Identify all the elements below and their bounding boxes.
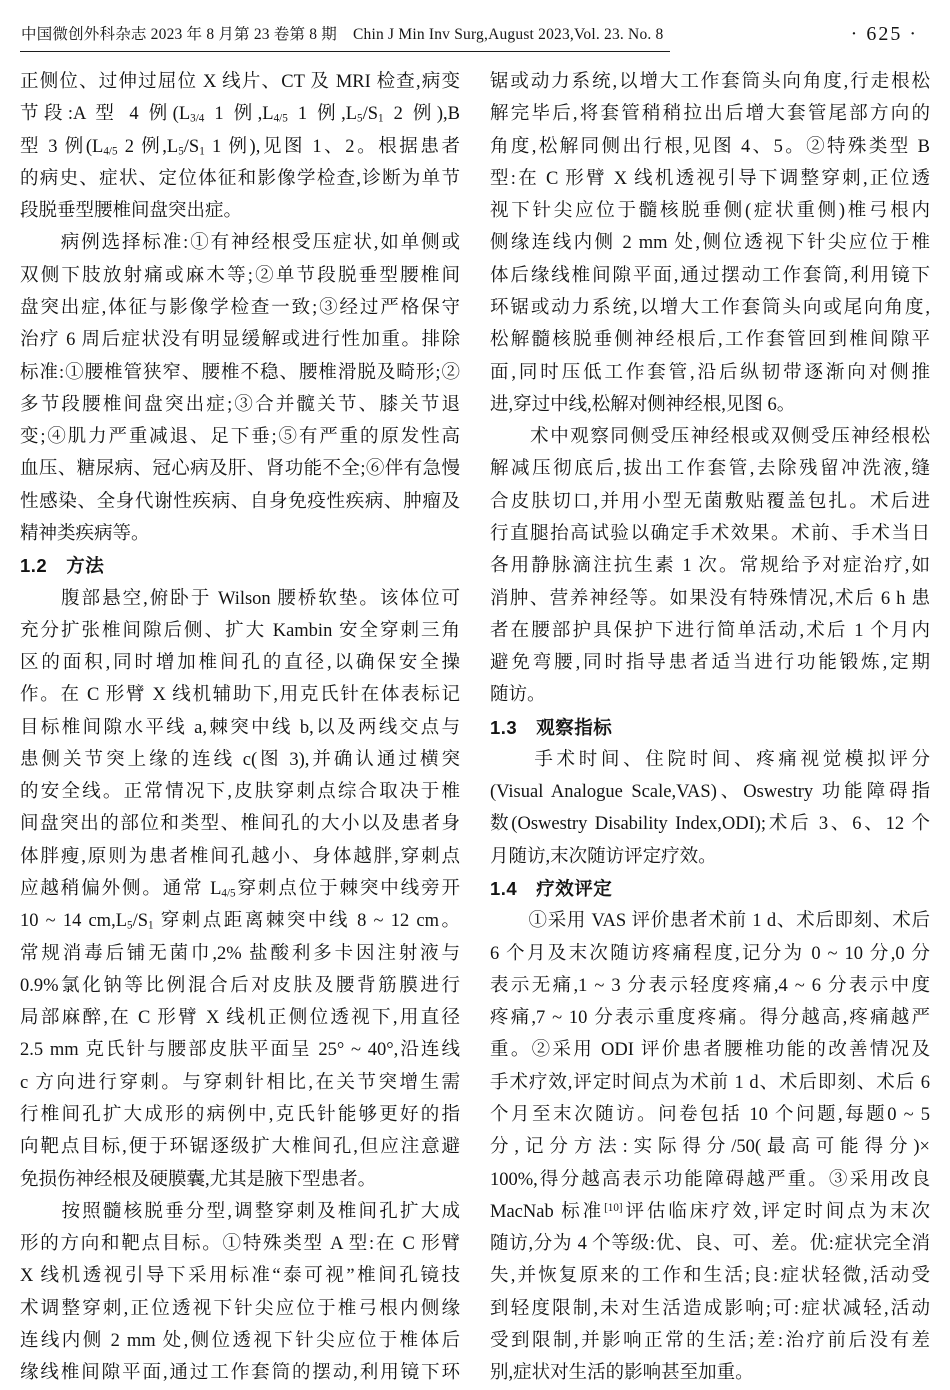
text-line: 分,记分方法:实际得分/50(最高可能得分)× [490,1137,930,1158]
text-line: 别,症状对生活的影响甚至加重。 [490,1363,754,1384]
text-line: 缘线椎间隙平面,通过工作套筒的摆动,利用镜下环 [20,1363,460,1384]
text-line: 治疗 6 周后症状没有明显缓解或进行性加重。排除 [20,330,460,351]
text-line: 失,并恢复原来的工作和生活;良:症状轻微,活动受 [490,1266,930,1287]
section-heading: 1.2 方法 [20,555,105,577]
text-line: 到轻度限制,未对生活造成影响;可:症状减轻,活动 [490,1298,930,1319]
text-line: 免损伤神经根及硬膜囊,尤其是腋下型患者。 [20,1169,377,1190]
text-line: 应越稍偏外侧。通常 $L_{4/5}$穿刺点位于棘突中线旁开 [20,879,460,900]
text-line: 正侧位、过伸过屈位 X 线片、CT 及 MRI 检查,病变 [20,72,460,92]
text-line: 目标椎间隙水平线 a,棘突中线 b,以及两线交点与 [20,717,460,738]
page-number: · 625 · [850,23,918,45]
text-line: 充分扩张椎间隙后侧、扩大 Kambin 安全穿刺三角 [20,620,460,641]
text-line: 受到限制,并影响正常的生活;差:治疗前后没有差 [490,1330,930,1351]
text-line: 解减压彻底后,拔出工作套管,去除残留冲洗液,缝 [490,459,930,480]
text-line: 数(Oswestry Disability Index,ODI);术后 3、6、12 个 [490,814,930,835]
section-heading: 1.4 疗效评定 [490,878,613,900]
text-line: 按照髓核脱垂分型,调整穿刺及椎间孔扩大成 [20,1201,460,1222]
text-line: 疼痛,7 ~ 10 分表示重度疼痛。得分越高,疼痛越严 [490,1008,930,1029]
text-line: 随访,分为 4 个等级:优、良、可、差。优:症状完全消 [490,1234,930,1255]
text-line: 侧缘连线内侧 2 mm 处,侧位透视下针尖应位于椎 [490,233,930,254]
text-line: 体胖瘦,原则为患者椎间孔越小、身体越胖,穿刺点 [20,846,460,867]
text-line: 间盘突出的部位和类型、椎间孔的大小以及患者身 [20,814,460,835]
text-line: 随访。 [490,685,546,706]
text-line: 型:在 C 形臂 X 线机透视引导下调整穿刺,正位透 [490,168,930,189]
text-line: 连线内侧 2 mm 处,侧位透视下针尖应位于椎体后 [20,1330,460,1351]
text-line: 段脱垂型腰椎间盘突出症。 [20,201,243,222]
text-line: 的病史、症状、定位体征和影像学检查,诊断为单节 [20,168,460,189]
text-line: 消肿、营养神经等。如果没有特殊情况,术后 6 h 患 [490,588,930,609]
text-line: 腹部悬空,俯卧于 Wilson 腰桥软垫。该体位可 [20,588,460,609]
text-line: 手术疗效,评定时间点为术前 1 d、术后即刻、术后 6 [490,1072,930,1093]
text-line: 变;④肌力严重减退、足下垂;⑤有严重的原发性高 [20,427,460,448]
text-line: 解完毕后,将套管稍稍拉出后增大套管尾部方向的 [490,104,930,125]
journal-citation [20,22,670,52]
text-line: 合皮肤切口,并用小型无菌敷贴覆盖包扎。术后进 [490,491,930,512]
text-line: 月随访,末次随访评定疗效。 [490,846,717,867]
text-line: 环锯或动力系统,以增大工作套筒头向或尾向角度, [490,297,930,318]
text-line: 形的方向和靶点目标。①特殊类型 A 型:在 C 形臂 [20,1234,460,1255]
text-line: 精神类疾病等。 [20,523,150,544]
text-line: 血压、糖尿病、冠心病及肝、肾功能不全;⑥伴有急慢 [20,459,460,480]
text-line: 区的面积,同时增加椎间孔的直径,以确保安全操 [20,653,460,674]
text-line: 行椎间孔扩大成形的病例中,克氏针能够更好的指 [20,1105,460,1125]
text-line: 进,穿过中线,松解对侧神经根,见图 6。 [490,394,796,415]
text-line: 的安全线。正常情况下,皮肤穿刺点综合取决于椎 [20,782,460,803]
text-line: 手术时间、住院时间、疼痛视觉模拟评分 [490,749,930,770]
text-line: 患侧关节突上缘的连线 c(图 3),并确认通过横突 [20,749,460,770]
text-line: 0.9%氯化钠等比例混合后对皮肤及腰背筋膜进行 [20,975,460,996]
text-line: 面,同时压低工作套管,沿后纵韧带逐渐向对侧推 [490,362,930,383]
text-line: 锯或动力系统,以增大工作套筒头向角度,行走根松 [490,72,930,92]
text-line: 重。②采用 ODI 评价患者腰椎功能的改善情况及 [490,1040,930,1061]
right-column [490,66,930,1390]
text-line: 节段:A 型 4 例($L_{3/4}$ 1 例$,L_{4/5}$ 1 例$,L_5/S_1$ 2 例),B [20,104,460,125]
text-line: 松解髓核脱垂侧神经根后,工作套管回到椎间隙平 [490,330,930,351]
text-line: 常规消毒后铺无菌巾,2% 盐酸利多卡因注射液与 [20,943,460,964]
text-line: 各用静脉滴注抗生素 1 次。常规给予对症治疗,如 [490,556,930,577]
text-line: MacNab 标准[10]评估临床疗效,评定时间点为末次 [490,1201,930,1222]
text-line: (Visual Analogue Scale,VAS)、Oswestry 功能障碍指 [490,782,930,803]
text-line: 角度,松解同侧出行根,见图 4、5。②特殊类型 B [490,136,930,157]
text-line: 术调整穿刺,正位透视下针尖应位于椎弓根内侧缘 [20,1298,460,1319]
text-line: 个月至末次随访。问卷包括 10 个问题,每题0 ~ 5 [490,1105,930,1125]
text-line: 行直腿抬高试验以确定手术效果。术前、手术当日 [490,523,930,544]
page-header [20,22,932,52]
section-heading: 1.3 观察指标 [490,716,613,738]
text-line: ①采用 VAS 评价患者术前 1 d、术后即刻、术后 [490,911,930,932]
text-line: 体后缘线椎间隙平面,通过摆动工作套筒,利用镜下 [490,265,930,286]
left-column [20,66,460,1390]
text-line: c 方向进行穿刺。与穿刺针相比,在关节突增生需 [20,1072,460,1093]
journal-title-en: Chin J Min Inv Surg,August 2023,Vol. 23. No. 8 [353,26,664,43]
text-line: 多节段腰椎间盘突出症;③合并髋关节、膝关节退 [20,394,460,415]
text-line: 避免弯腰,同时指导患者适当进行功能锻炼,定期 [490,653,930,674]
journal-title-cn: 中国微创外科杂志 2023 年 8 月第 23 卷第 8 期 [21,26,338,43]
text-line: 术中观察同侧受压神经根或双侧受压神经根松 [490,427,930,448]
text-line: 局部麻醉,在 C 形臂 X 线机正侧位透视下,用直径 [20,1008,460,1029]
text-line: 6 个月及末次随访疼痛程度,记分为 0 ~ 10 分,0 分 [490,943,930,964]
text-line: 盘突出症,体征与影像学检查一致;③经过严格保守 [20,297,460,318]
text-line: 型 3 例($L_{4/5}$ 2 例$,L_5/S_1$ 1 例),见图 1、2。根据患者 [20,136,460,157]
text-line: X 线机透视引导下采用标准“泰可视”椎间孔镜技 [20,1266,460,1287]
text-line: 标准:①腰椎管狭窄、腰椎不稳、腰椎滑脱及畸形;② [20,362,460,383]
text-line: 视下针尖应位于髓核脱垂侧(症状重侧)椎弓根内 [490,201,930,222]
text-line: 性感染、全身代谢性疾病、自身免疫性疾病、肿瘤及 [20,491,460,512]
text-line: 者在腰部护具保护下进行简单活动,术后 1 个月内 [490,620,930,641]
text-line: 表示无痛,1 ~ 3 分表示轻度疼痛,4 ~ 6 分表示中度 [490,975,930,996]
text-line: 病例选择标准:①有神经根受压症状,如单侧或 [20,233,460,254]
text-line: 2.5 mm 克氏针与腰部皮肤平面呈 25° ~ 40°,沿连线 [20,1040,460,1061]
text-line: 双侧下肢放射痛或麻木等;②单节段脱垂型腰椎间 [20,265,460,286]
text-line: 向靶点目标,便于环锯逐级扩大椎间孔,但应注意避 [20,1137,460,1158]
text-line: 10 ~ 14 $cm,L_5/S_1$ 穿刺点距离棘突中线 8 ~ 12 cm。 [20,911,460,932]
text-line: 100%,得分越高表示功能障碍越严重。③采用改良 [490,1169,930,1190]
text-line: 作。在 C 形臂 X 线机辅助下,用克氏针在体表标记 [20,685,460,706]
